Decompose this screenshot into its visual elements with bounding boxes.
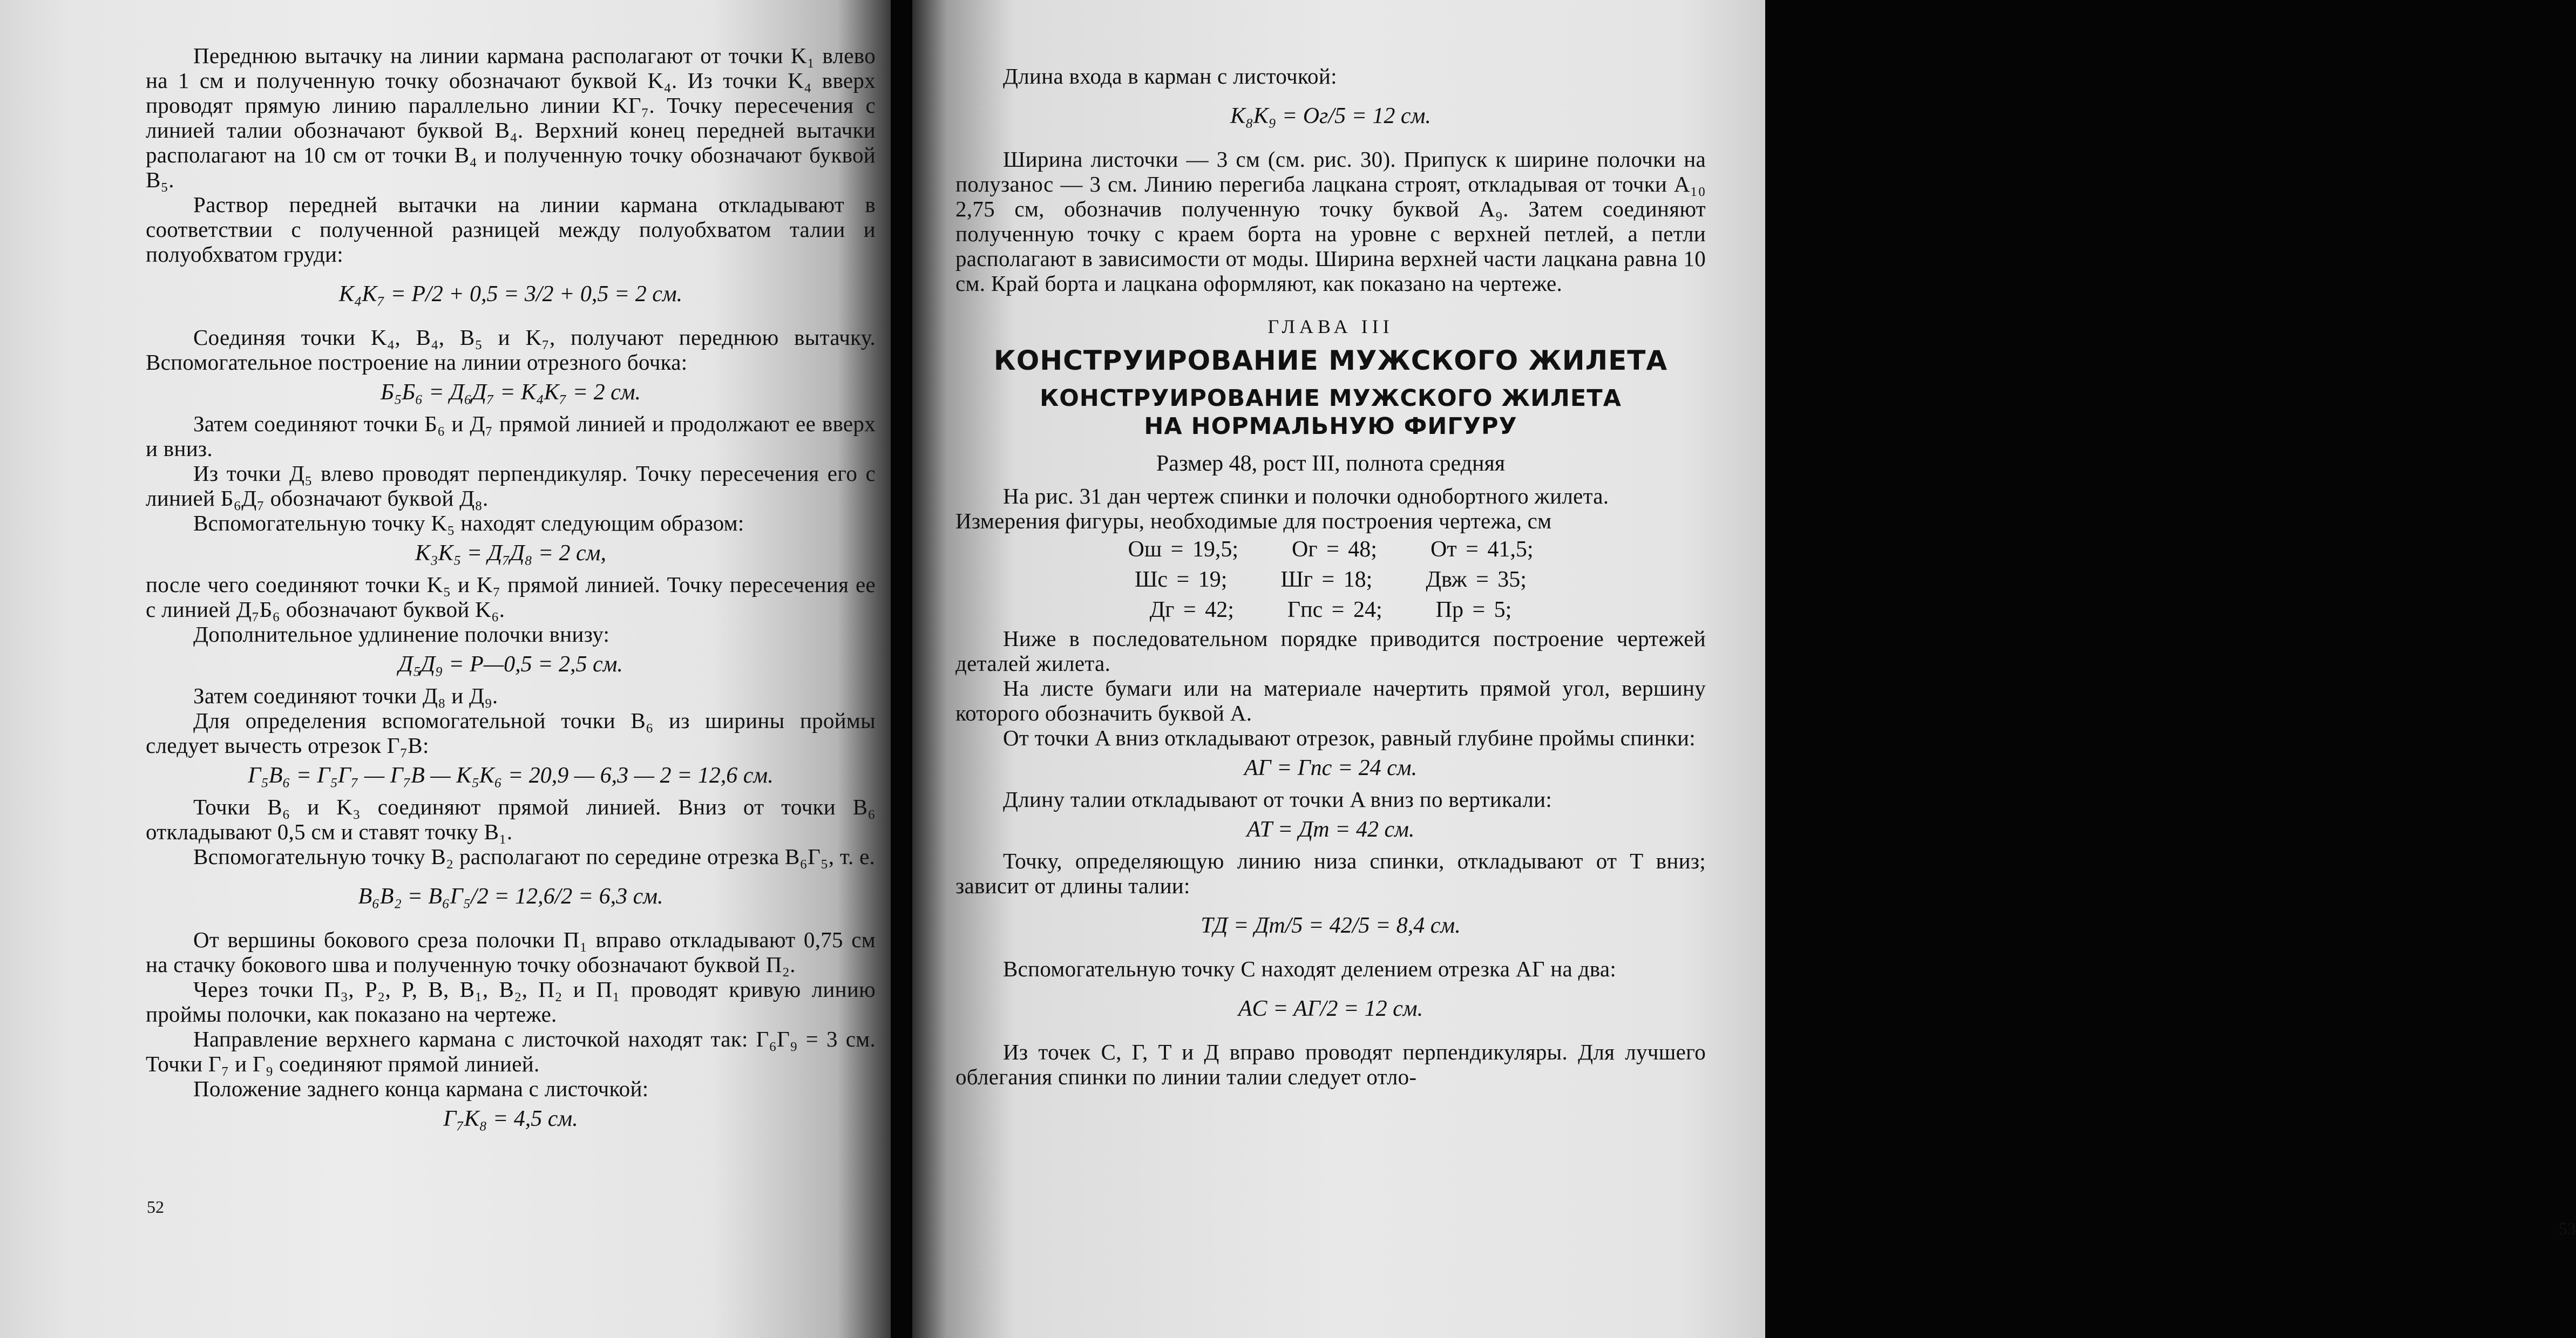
- formula: Г₅B₆ = Г₅Г₇ — Г₇B — K₅K₆ = 20,9 — 6,3 — 2 = 12,6 см.: [248, 763, 774, 788]
- right-top-text: [955, 64, 1706, 296]
- paragraph: Переднюю вытачку на линии кармана располагают от точки K₁ влево на 1 см и полученную точку обозначают буквой K₄. Из точки K₄ вверх проводят прямую линию параллельно линии KГ₇. Точку пересечения с линией талии обозначают буквой B₄. Верхний конец передней вытачки располагают на 10 см от точки B₄ и полученную точку обозначают буквой B₅.: [146, 43, 876, 192]
- section-title-line2: НА НОРМАЛЬНУЮ ФИГУРУ: [1144, 413, 1517, 440]
- paragraph: Длина входа в карман с листочкой:: [1003, 64, 1337, 89]
- paragraph: Ниже в последовательном порядке приводится построение чертежей деталей жилета.: [955, 626, 1706, 676]
- formula: K₄K₇ = P/2 + 0,5 = 3/2 + 0,5 = 2 см.: [338, 282, 683, 307]
- formula: TД = Дт/5 = 42/5 = 8,4 см.: [1201, 913, 1461, 938]
- section-title-line1: КОНСТРУИРОВАНИЕ МУЖСКОГО ЖИЛЕТА: [1040, 385, 1622, 412]
- formula: B₆B₂ = B₆Г₅/2 = 12,6/2 = 6,3 см.: [358, 884, 663, 909]
- paragraph: От точки A вниз откладывают отрезок, равный глубине проймы спинки:: [1003, 725, 1696, 750]
- paragraph: Вспомогательную точку K₅ находят следующим образом:: [193, 511, 744, 535]
- paragraph: Из точек C, Г, T и Д вправо проводят перпендикуляры. Для лучшего облегания спинки по линии талии следует отло-: [955, 1040, 1706, 1089]
- paragraph: Затем соединяют точки Б₆ и Д₇ прямой линией и продолжают ее вверх и вниз.: [146, 411, 876, 461]
- formula: K₈K₉ = Oг/5 = 12 см.: [1230, 104, 1431, 128]
- formula: K₃K₅ = Д₇Д₈ = 2 см,: [415, 541, 606, 566]
- right-page-text: [955, 64, 1706, 1089]
- page-number-left: 52: [147, 1197, 164, 1217]
- formula: AГ = Гпс = 24 см.: [1244, 756, 1418, 780]
- paragraph: после чего соединяют точки K₅ и K₇ прямой линией. Точку пересечения ее с линией Д₇Б₆ обозначают буквой K₆.: [146, 572, 876, 622]
- measurements-row-3: Дг = 42; Гпс = 24; Пр = 5;: [1149, 597, 1512, 622]
- formula: AT = Дт = 42 см.: [1246, 817, 1415, 842]
- paragraph: Точку, определяющую линию низа спинки, откладывают от T вниз; зависит от длины талии:: [955, 848, 1706, 898]
- intro-paragraph: На рис. 31 дан чертеж спинки и полочки однобортного жилета.: [1003, 484, 1609, 508]
- measurements-row-2: Шс = 19; Шг = 18; Двж = 35;: [1135, 567, 1527, 592]
- page-number-right: 53: [2559, 1219, 2576, 1238]
- paragraph: Направление верхнего кармана с листочкой находят так: Г₆Г₉ = 3 см. Точки Г₇ и Г₉ соединяют прямой линией.: [146, 1027, 876, 1076]
- paragraph: Из точки Д₅ влево проводят перпендикуляр. Точку пересечения его с линией Б₆Д₇ обозначают буквой Д₈.: [146, 461, 876, 511]
- paragraph: Ширина листочки — 3 см (см. рис. 30). Припуск к ширине полочки на полузанос — 3 см. Линию перегиба лацкана строят, откладывая от точки A₁₀ 2,75 см, обозначив полученную точку буквой A₉. Затем соединяют полученную точку с краем борта на уровне с верхней петлей, а петли располагают в зависимости от моды. Ширина верхней части лацкана равна 10 см. Край борта и лацкана оформляют, как показано на чертеже.: [955, 147, 1706, 296]
- paragraph: Раствор передней вытачки на линии кармана откладывают в соответствии с полученной разницей между полуобхватом талии и полуобхватом груди:: [146, 192, 876, 267]
- left-page: [0, 0, 891, 1338]
- chapter-title: КОНСТРУИРОВАНИЕ МУЖСКОГО ЖИЛЕТА: [993, 345, 1668, 376]
- size-subtitle: Размер 48, рост III, полнота средняя: [1156, 451, 1506, 476]
- paragraph: Вспомогательную точку B₂ располагают по середине отрезка B₆Г₅, т. е.: [193, 844, 876, 869]
- measurements-intro: Измерения фигуры, необходимые для построения чертежа, см: [955, 508, 1552, 533]
- right-bottom-text: [955, 626, 1706, 1089]
- chapter-label: ГЛАВА III: [1267, 316, 1394, 337]
- section-title: [955, 384, 1706, 440]
- formula: Б₅Б₆ = Д₆Д₇ = K₄K₇ = 2 см.: [380, 380, 641, 405]
- right-page: [912, 0, 2576, 1338]
- formula: AC = AГ/2 = 12 см.: [1238, 996, 1423, 1021]
- paragraph: Дополнительное удлинение полочки внизу:: [193, 622, 610, 647]
- paragraph: Положение заднего конца кармана с листочкой:: [193, 1076, 649, 1101]
- paragraph: Для определения вспомогательной точки B₆ из ширины проймы следует вычесть отрезок Г₇B:: [146, 708, 876, 758]
- paragraph: На листе бумаги или на материале начертить прямой угол, вершину которого обозначить буквой A.: [955, 676, 1706, 725]
- formula: Г₇K₈ = 4,5 см.: [443, 1106, 578, 1131]
- paragraph: От вершины бокового среза полочки П₁ вправо откладывают 0,75 см на стачку бокового шва и полученную точку обозначают буквой П₂.: [146, 927, 876, 977]
- left-page-text: [146, 43, 876, 1131]
- paragraph: Вспомогательную точку C находят делением отрезка AГ на два:: [1003, 956, 1617, 981]
- paragraph: Соединяя точки K₄, B₄, B₅ и K₇, получают переднюю вытачку. Вспомогательное построение на линии отрезного бочка:: [146, 325, 876, 375]
- paragraph: Точки B₆ и K₃ соединяют прямой линией. Вниз от точки B₆ откладывают 0,5 см и ставят точку B₁.: [146, 794, 876, 844]
- measurements-row-1: Oш = 19,5; Oг = 48; Oт = 41,5;: [1128, 537, 1534, 562]
- formula: Д₅Д₉ = P—0,5 = 2,5 см.: [398, 652, 623, 677]
- paragraph: Через точки П₃, P₂, P, B, B₁, B₂, П₂ и П₁ проводят кривую линию проймы полочки, как показано на чертеже.: [146, 977, 876, 1027]
- paragraph: Длину талии откладывают от точки A вниз по вертикали:: [1003, 787, 1553, 812]
- paragraph: Затем соединяют точки Д₈ и Д₉.: [193, 683, 498, 708]
